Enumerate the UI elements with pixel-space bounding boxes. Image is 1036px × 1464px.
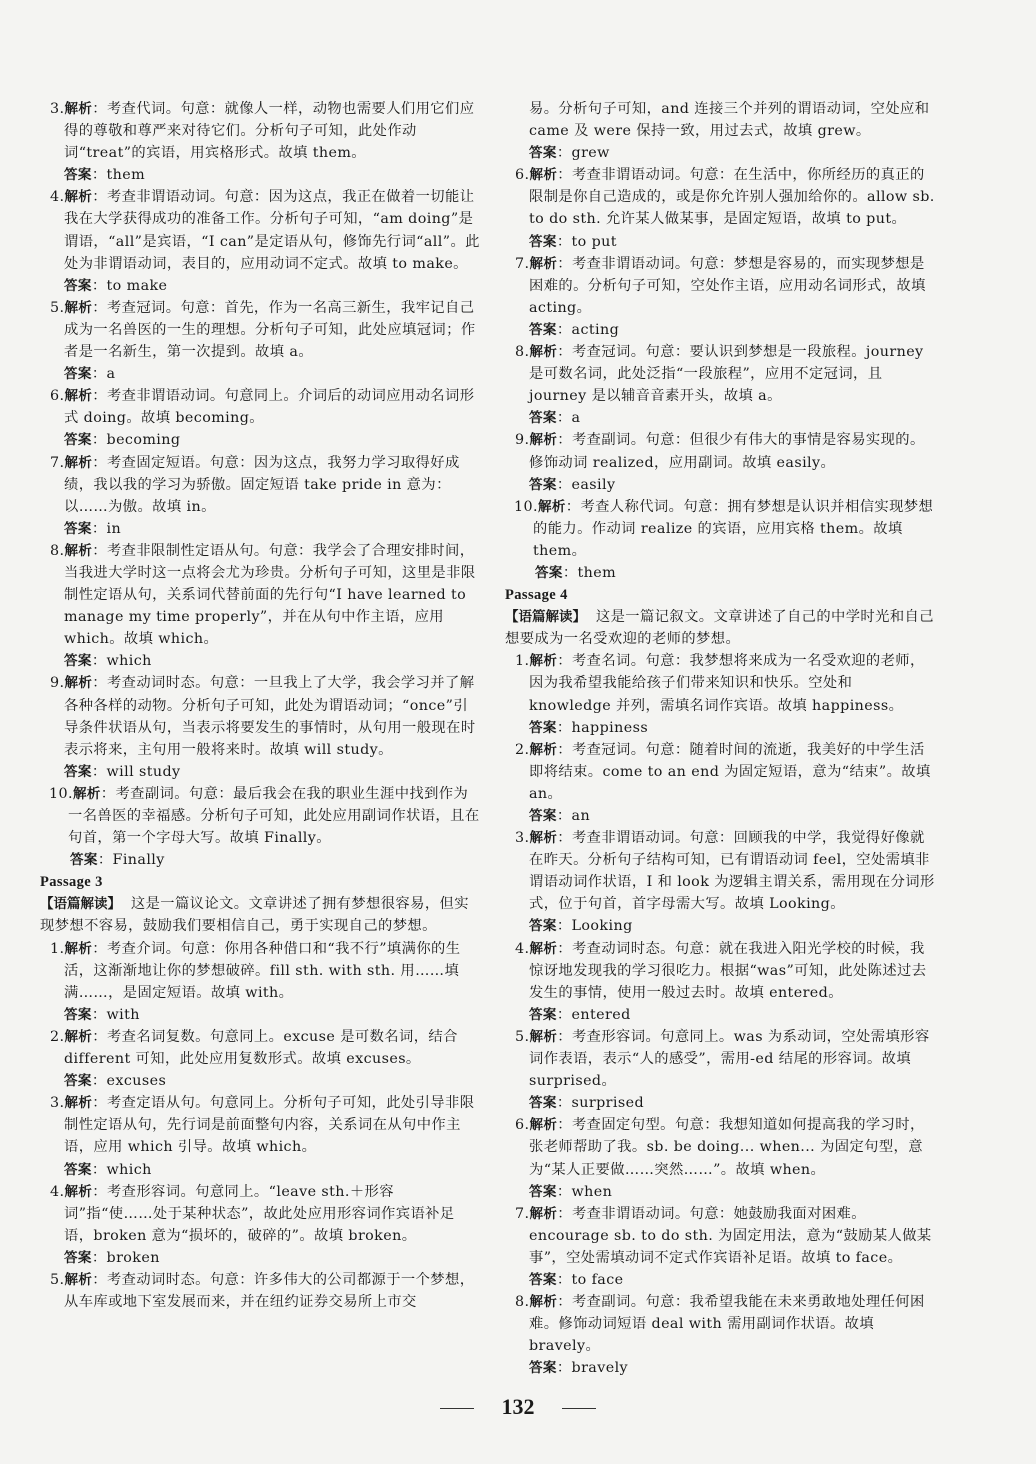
- answer-line: 答案：becoming: [64, 432, 181, 449]
- answer-value: easily: [571, 476, 616, 493]
- analysis-label: 解析: [64, 388, 93, 405]
- passage-3-intro-text: 这是一篇议论文。文章讲述了拥有梦想很容易，但实现梦想不容易，鼓励我们要相信自己，勇于实现自己的梦想。: [40, 896, 469, 935]
- analysis-label: 解析: [64, 1028, 93, 1045]
- analysis-item: 6.解析：考查非谓语动词。句意：在生活中，你所经历的真正的限制是你自己造成的，或是你允许别人强加给你的。allow sb. to do sth. 允许某人做某事，是固定短语，故填 to put。: [515, 167, 935, 228]
- analysis-item: 9.解析：考查动词时态。句意：一旦我上了大学，我会学习并了解各种各样的动物。分析句子可知，此处为谓语动词；“once”引导条件状语从句，当表示将要发生的事情时，从句用一般现在时表示将来，主句用一般将来时。故填 will study。: [50, 675, 476, 758]
- right-column: [505, 98, 937, 1379]
- answer-line: 答案：in: [64, 520, 122, 537]
- answer-value: to make: [106, 277, 168, 294]
- analysis-label: 解析: [64, 454, 93, 471]
- answer-line: 答案：with: [64, 1006, 140, 1023]
- analysis-text: 考查非谓语动词。句意：梦想是容易的，而实现梦想是困难的。分析句子可知，空处作主语，应用动名词形式，故填 acting。: [529, 255, 926, 316]
- analysis-text: 考查冠词。句意：要认识到梦想是一段旅程。journey 是可数名词，此处泛指“一段旅程”，应用不定冠词，且 journey 是以辅音音素开头，故填 a。: [529, 344, 924, 405]
- analysis-item: 10.解析：考查人称代词。句意：拥有梦想是认识并相信实现梦想的能力。作动词 realize 的宾语，应用宾格 them。故填 them。: [514, 498, 934, 559]
- analysis-item: 4.解析：考查形容词。句意同上。“leave sth.＋形容词”指“使……处于某种状态”，故此处应用形容词作宾语补足语，broken 意为“损坏的，破碎的”。故填 broken。: [50, 1183, 455, 1244]
- analysis-text: 考查介词。句意：你用各种借口和“我不行”填满你的生活，这渐渐地让你的梦想破碎。fill sth. with sth. 用……填满……，是固定短语。故填 with。: [64, 940, 461, 1001]
- analysis-label: 解析: [529, 653, 558, 670]
- analysis-label: 解析: [64, 189, 93, 206]
- answer-value: with: [106, 1006, 140, 1023]
- analysis-label: 解析: [529, 1117, 558, 1134]
- answer-value: a: [106, 366, 116, 383]
- analysis-item: 8.解析：考查非限制性定语从句。句意：我学会了合理安排时间，当我进大学时这一点将会尤为珍贵。分析句子可知，这里是非限制性定语从句，关系词代替前面的先行句“I have learned to manage my time properly”，并在从句中作主语，应用 which。故填 which。: [50, 542, 476, 648]
- answer-line: 答案：to make: [64, 277, 168, 294]
- answer-label: 答案: [529, 719, 557, 736]
- analysis-text: 考查形容词。句意同上。was 为系动词，空处需填形容词作表语，表示“人的感受”，需用-ed 结尾的形容词。故填 surprised。: [529, 1028, 930, 1090]
- answer-label: 答案: [529, 918, 557, 935]
- analysis-label: 解析: [64, 940, 93, 957]
- analysis-item: 9.解析：考查副词。句意：但很少有伟大的事情是容易实现的。修饰动词 realized，应用副词。故填 easily。: [515, 432, 925, 471]
- analysis-text: 考查非谓语动词。句意同上。介词后的动词应用动名词形式 doing。故填 becoming。: [64, 388, 475, 427]
- answer-line: 答案：easily: [529, 476, 616, 493]
- analysis-label: 解析: [64, 1183, 93, 1200]
- answer-value: excuses: [106, 1073, 167, 1090]
- answer-line: 答案：broken: [64, 1249, 160, 1266]
- answer-line: 答案：which: [64, 1161, 152, 1178]
- answer-label: 答案: [529, 1360, 557, 1377]
- answer-value: them: [577, 564, 617, 581]
- analysis-text: 考查名词复数。句意同上。excuse 是可数名词，结合 different 可知，此处应用复数形式。故填 excuses。: [64, 1028, 458, 1068]
- analysis-item: 3.解析：考查代词。句意：就像人一样，动物也需要人们用它们应得的尊敬和尊严来对待它们。分析句子可知，此处作动词“treat”的宾语，用宾格形式。故填 them。: [50, 101, 475, 162]
- answer-line: 答案：them: [64, 167, 146, 184]
- analysis-label: 解析: [537, 498, 566, 515]
- analysis-text: 考查非谓语动词。句意：因为这点，我正在做着一切能让我在大学获得成功的准备工作。分析句子可知，“am doing”是谓语，“all”是宾语，“I can”是定语从句，修饰先行词“all”。此处为非谓语动词，表目的，应用动词不定式。故填 to make。: [64, 189, 480, 272]
- page-number: 132: [501, 1394, 535, 1419]
- analysis-label: 解析: [64, 1095, 93, 1112]
- answer-line: 答案：excuses: [64, 1073, 167, 1090]
- answer-line: 答案：to put: [529, 233, 617, 250]
- analysis-text: 考查固定句型。句意：我想知道如何提高我的学习时，张老师帮助了我。sb. be doing... when... 为固定句型，意为“某人正要做……突然……”。故填 when。: [529, 1117, 925, 1178]
- answer-value: to face: [571, 1271, 624, 1288]
- analysis-text: 考查非谓语动词。句意：在生活中，你所经历的真正的限制是你自己造成的，或是你允许别人强加给你的。allow sb. to do sth. 允许某人做某事，是固定短语，故填 to put。: [529, 167, 935, 228]
- analysis-item: 5.解析：考查冠词。句意：首先，作为一名高三新生，我牢记自己成为一名兽医的一生的理想。分析句子可知，此处应填冠词；作者是一名新生，第一次提到。故填 a。: [50, 299, 476, 361]
- answer-value: them: [106, 167, 146, 184]
- analysis-item: 5.解析：考查形容词。句意同上。was 为系动词，空处需填形容词作表语，表示“人的感受”，需用-ed 结尾的形容词。故填 surprised。: [515, 1028, 930, 1090]
- analysis-item: 7.解析：考查非谓语动词。句意：她鼓励我面对困难。encourage sb. to do sth. 为固定用法，意为“鼓励某人做某事”，空处需填动词不定式作宾语补足语。故填 to face。: [515, 1205, 932, 1266]
- analysis-item: 4.解析：考查非谓语动词。句意：因为这点，我正在做着一切能让我在大学获得成功的准备工作。分析句子可知，“am doing”是谓语，“all”是宾语，“I can”是定语从句，修饰先行词“all”。此处为非谓语动词，表目的，应用动词不定式。故填 to make。: [50, 189, 480, 272]
- answer-line: 答案：Finally: [70, 852, 165, 869]
- answer-value: Looking: [571, 918, 633, 935]
- answer-label: 答案: [529, 410, 557, 427]
- left-column: [40, 98, 480, 1313]
- analysis-text: 考查形容词。句意同上。“leave sth.＋形容词”指“使……处于某种状态”，故此处应用形容词作宾语补足语，broken 意为“损坏的，破碎的”。故填 broken。: [64, 1183, 455, 1244]
- passage-4-intro: [505, 606, 937, 650]
- answer-line: 答案：surprised: [529, 1095, 645, 1112]
- analysis-item: 7.解析：考查非谓语动词。句意：梦想是容易的，而实现梦想是困难的。分析句子可知，空处作主语，应用动名词形式，故填 acting。: [515, 255, 926, 316]
- answer-line: 答案：which: [64, 653, 152, 670]
- passage-3-item-5: 5.解析：考查动词时态。句意：许多伟大的公司都源于一个梦想，从车库或地下室发展而来，并在纽约证券交易所上市交: [50, 1271, 475, 1311]
- analysis-text: 考查定语从句。句意同上。分析句子可知，此处引导非限制性定语从句，先行词是前面整句内容，关系词在从句中作主语，应用 which 引导。故填 which。: [64, 1095, 475, 1156]
- answer-line: 答案：Looking: [529, 918, 633, 935]
- answer-label: 答案: [529, 1095, 557, 1112]
- answer-label: 答案: [529, 808, 557, 824]
- answer-label: 答案: [64, 763, 92, 780]
- answer-label: 答案: [64, 432, 92, 449]
- analysis-text: 考查名词。句意：我梦想将来成为一名受欢迎的老师，因为我希望我能给孩子们带来知识和快乐。空处和 knowledge 并列，需填名词作宾语。故填 happiness。: [529, 653, 925, 714]
- passage-4-title: Passage 4: [505, 587, 568, 604]
- analysis-label: 解析: [529, 1028, 558, 1045]
- analysis-item: 6.解析：考查固定句型。句意：我想知道如何提高我的学习时，张老师帮助了我。sb. be doing... when... 为固定句型，意为“某人正要做……突然……”。故填 when。: [515, 1117, 925, 1178]
- analysis-item: 7.解析：考查固定短语。句意：因为这点，我努力学习取得好成绩，我以我的学习为骄傲。固定短语 take pride in 意为：以……为傲。故填 in。: [50, 454, 460, 515]
- passage-3-intro: [40, 893, 480, 937]
- passage-4-intro-text: 这是一篇记叙文。文章讲述了自己的中学时光和自己想要成为一名受欢迎的老师的梦想。: [505, 609, 934, 648]
- answer-label: 答案: [70, 852, 98, 869]
- answer-value: becoming: [106, 432, 181, 449]
- analysis-text: 考查动词时态。句意：一旦我上了大学，我会学习并了解各种各样的动物。分析句子可知，此处为谓语动词；“once”引导条件状语从句，当表示将要发生的事情时，从句用一般现在时表示将来，主句用一般将来时。故填 will study。: [64, 675, 476, 758]
- analysis-label: 解析: [529, 255, 558, 272]
- answer-line: 答案：bravely: [529, 1360, 629, 1377]
- answer-label: 答案: [535, 564, 563, 581]
- answer-value: an: [571, 808, 591, 824]
- analysis-item: 2.解析：考查冠词。句意：随着时间的流逝，我美好的中学生活即将结束。come to an end 为固定短语，意为“结束”。故填 an。: [515, 741, 931, 802]
- analysis-item: 8.解析：考查副词。句意：我希望我能在未来勇敢地处理任何困难。修饰动词短语 deal with 需用副词作状语。故填 bravely。: [515, 1294, 925, 1355]
- answer-line: 答案：will study: [64, 763, 181, 780]
- answer-label: 答案: [64, 277, 92, 294]
- analysis-label: 解析: [529, 344, 558, 361]
- passage-3-answers-continued: [505, 164, 937, 584]
- analysis-text: 考查冠词。句意：首先，作为一名高三新生，我牢记自己成为一名兽医的一生的理想。分析句子可知，此处应填冠词；作者是一名新生，第一次提到。故填 a。: [64, 299, 476, 361]
- answer-value: entered: [571, 1006, 631, 1023]
- analysis-label: 解析: [529, 432, 558, 449]
- analysis-label: 解析: [529, 741, 558, 758]
- passage-3-answers: [40, 938, 480, 1269]
- analysis-label: 解析: [529, 940, 558, 957]
- passage-3-item-5-continued: 易。分析句子可知，and 连接三个并列的谓语动词，空处应和 came 及 were 保持一致，用过去式，故填 grew。: [529, 101, 930, 140]
- answer-line: 答案：grew: [529, 145, 610, 162]
- reading-label: 【语篇解读】: [505, 609, 586, 626]
- answer-value: when: [571, 1183, 613, 1200]
- answer-label: 答案: [64, 1161, 92, 1178]
- analysis-label: 解析: [64, 542, 93, 559]
- answer-value: grew: [571, 145, 610, 162]
- answer-value: in: [106, 520, 122, 537]
- analysis-text: 考查非谓语动词。句意：她鼓励我面对困难。encourage sb. to do sth. 为固定用法，意为“鼓励某人做某事”，空处需填动词不定式作宾语补足语。故填 to face。: [529, 1205, 932, 1266]
- analysis-text: 考查代词。句意：就像人一样，动物也需要人们用它们应得的尊敬和尊严来对待它们。分析句子可知，此处作动词“treat”的宾语，用宾格形式。故填 them。: [64, 101, 475, 162]
- reading-label: 【语篇解读】: [40, 896, 121, 913]
- analysis-item: 3.解析：考查非谓语动词。句意：回顾我的中学，我觉得好像就在昨天。分析句子结构可知，已有谓语动词 feel，空处需填非谓语动词作状语，I 和 look 为逻辑主谓关系，需用现在分词形式，位于句首，首字母需大写。故填 Looking。: [515, 830, 935, 913]
- analysis-label: 解析: [529, 167, 558, 184]
- answer-line: 答案：entered: [529, 1006, 631, 1023]
- analysis-item: 2.解析：考查名词复数。句意同上。excuse 是可数名词，结合 different 可知，此处应用复数形式。故填 excuses。: [50, 1028, 458, 1068]
- analysis-item: 3.解析：考查定语从句。句意同上。分析句子可知，此处引导非限制性定语从句，先行词是前面整句内容，关系词在从句中作主语，应用 which 引导。故填 which。: [50, 1095, 475, 1156]
- analysis-text: 考查副词。句意：但很少有伟大的事情是容易实现的。修饰动词 realized，应用副词。故填 easily。: [529, 432, 925, 471]
- analysis-text: 考查人称代词。句意：拥有梦想是认识并相信实现梦想的能力。作动词 realize 的宾语，应用宾格 them。故填 them。: [533, 498, 934, 559]
- analysis-label: 解析: [64, 299, 93, 316]
- analysis-label: 解析: [72, 785, 101, 802]
- answer-value: happiness: [571, 719, 649, 736]
- analysis-item: 1.解析：考查名词。句意：我梦想将来成为一名受欢迎的老师，因为我希望我能给孩子们带来知识和快乐。空处和 knowledge 并列，需填名词作宾语。故填 happiness。: [515, 653, 925, 714]
- answer-value: will study: [106, 763, 181, 780]
- answer-label: 答案: [529, 321, 557, 338]
- answer-line: 答案：an: [529, 808, 591, 824]
- answer-value: Finally: [112, 852, 165, 869]
- analysis-text: 考查动词时态。句意：就在我进入阳光学校的时候，我惊讶地发现我的学习很吃力。根据“was”可知，此处陈述过去发生的事情，使用一般过去时。故填 entered。: [529, 940, 927, 1001]
- analysis-text: 考查副词。句意：我希望我能在未来勇敢地处理任何困难。修饰动词短语 deal with 需用副词作状语。故填 bravely。: [529, 1294, 925, 1355]
- analysis-text: 考查非限制性定语从句。句意：我学会了合理安排时间，当我进大学时这一点将会尤为珍贵。分析句子可知，这里是非限制性定语从句，关系词代替前面的先行句“I have learned to manage my time properly”，并在从句中作主语，应用 which。故填 which。: [64, 542, 476, 648]
- answer-line: 答案：happiness: [529, 719, 649, 736]
- answer-value: acting: [571, 321, 620, 338]
- analysis-text: 考查非谓语动词。句意：回顾我的中学，我觉得好像就在昨天。分析句子结构可知，已有谓语动词 feel，空处需填非谓语动词作状语，I 和 look 为逻辑主谓关系，需用现在分词形式，位于句首，首字母需大写。故填 Looking。: [529, 830, 935, 913]
- answer-line: 答案：acting: [529, 321, 620, 338]
- passage-2-answers: [40, 98, 480, 871]
- analysis-text: 考查冠词。句意：随着时间的流逝，我美好的中学生活即将结束。come to an end 为固定短语，意为“结束”。故填 an。: [529, 741, 931, 802]
- passage-3-title: Passage 3: [40, 874, 103, 891]
- answer-label: 答案: [64, 366, 92, 383]
- answer-label: 答案: [64, 1006, 92, 1023]
- answer-value: broken: [106, 1249, 160, 1266]
- analysis-item: 10.解析：考查副词。句意：最后我会在我的职业生涯中找到作为一名兽医的幸福感。分析句子可知，此处应用副词作状语，且在句首，第一个字母大写。故填 Finally。: [49, 785, 480, 847]
- answer-label: 答案: [529, 1006, 557, 1023]
- analysis-item: 1.解析：考查介词。句意：你用各种借口和“我不行”填满你的生活，这渐渐地让你的梦想破碎。fill sth. with sth. 用……填满……，是固定短语。故填 with。: [50, 940, 461, 1001]
- analysis-item: 8.解析：考查冠词。句意：要认识到梦想是一段旅程。journey 是可数名词，此处泛指“一段旅程”，应用不定冠词，且 journey 是以辅音音素开头，故填 a。: [515, 344, 924, 405]
- analysis-label: 解析: [64, 675, 93, 692]
- analysis-label: 解析: [529, 1205, 558, 1222]
- analysis-label: 解析: [529, 830, 558, 847]
- analysis-label: 解析: [64, 101, 93, 117]
- answer-line: 答案：to face: [529, 1271, 624, 1288]
- analysis-text: 考查固定短语。句意：因为这点，我努力学习取得好成绩，我以我的学习为骄傲。固定短语 take pride in 意为：以……为傲。故填 in。: [64, 454, 460, 515]
- passage-4-answers: [505, 650, 937, 1379]
- answer-label: 答案: [529, 1183, 557, 1200]
- answer-value: a: [571, 410, 581, 427]
- answer-value: bravely: [571, 1360, 629, 1377]
- answer-line: 答案：when: [529, 1183, 613, 1200]
- answer-label: 答案: [529, 233, 557, 250]
- analysis-item: 4.解析：考查动词时态。句意：就在我进入阳光学校的时候，我惊讶地发现我的学习很吃力。根据“was”可知，此处陈述过去发生的事情，使用一般过去时。故填 entered。: [515, 940, 927, 1001]
- answer-label: 答案: [64, 1073, 92, 1090]
- answer-value: which: [106, 1161, 152, 1178]
- answer-value: to put: [571, 233, 617, 250]
- answer-label: 答案: [529, 1271, 557, 1288]
- answer-label: 答案: [529, 476, 557, 493]
- answer-label: 答案: [64, 1249, 92, 1266]
- answer-line: 答案：them: [535, 564, 617, 581]
- answer-line: 答案：a: [64, 366, 116, 383]
- analysis-text: 考查副词。句意：最后我会在我的职业生涯中找到作为一名兽医的幸福感。分析句子可知，此处应用副词作状语，且在句首，第一个字母大写。故填 Finally。: [68, 785, 480, 847]
- analysis-label: 解析: [529, 1294, 558, 1311]
- answer-value: surprised: [571, 1095, 645, 1112]
- page-number-dash-right: [562, 1408, 596, 1409]
- answer-label: 答案: [64, 520, 92, 537]
- analysis-item: 6.解析：考查非谓语动词。句意同上。介词后的动词应用动名词形式 doing。故填 becoming。: [50, 388, 475, 427]
- answer-label: 答案: [64, 653, 92, 670]
- answer-label: 答案: [64, 167, 92, 184]
- answer-value: which: [106, 653, 152, 670]
- answer-line: 答案：a: [529, 410, 581, 427]
